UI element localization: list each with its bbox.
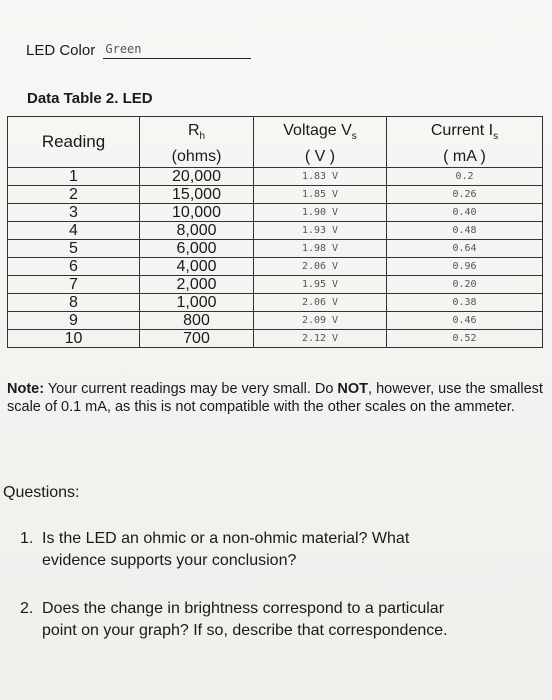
cell-current: 0.20 <box>387 276 543 294</box>
cell-reading: 8 <box>8 294 140 312</box>
note-paragraph <box>7 380 547 416</box>
cell-rh: 8,000 <box>140 222 254 240</box>
cell-rh: 1,000 <box>140 294 254 312</box>
header-voltage-main: Voltage V <box>283 122 352 139</box>
cell-rh: 700 <box>140 330 254 348</box>
led-data-table <box>7 116 543 348</box>
question-2-line-1: Does the change in brightness correspond to a particular <box>42 600 445 617</box>
cell-rh: 2,000 <box>140 276 254 294</box>
cell-voltage: 2.12 V <box>254 330 387 348</box>
cell-voltage: 1.93 V <box>254 222 387 240</box>
cell-current: 0.96 <box>387 258 543 276</box>
header-current-main: Current I <box>430 122 494 139</box>
cell-voltage: 1.98 V <box>254 240 387 258</box>
cell-voltage: 1.90 V <box>254 204 387 222</box>
header-voltage <box>254 117 387 168</box>
table-row <box>8 330 543 348</box>
led-color-label: LED Color <box>26 42 96 59</box>
cell-current: 0.48 <box>387 222 543 240</box>
cell-rh: 4,000 <box>140 258 254 276</box>
table-row <box>8 168 543 186</box>
header-voltage-sub: s <box>351 131 357 143</box>
led-color-blank <box>103 42 251 59</box>
note-text-2: , however, use the smallest scale of 0.1 mA, as this is not compatible with the other scales on the ammeter. <box>7 381 543 415</box>
cell-voltage: 1.95 V <box>254 276 387 294</box>
cell-voltage: 1.83 V <box>254 168 387 186</box>
header-current <box>387 117 543 168</box>
table-row <box>8 312 543 330</box>
question-1 <box>20 528 530 572</box>
header-voltage-unit: ( V ) <box>304 148 336 166</box>
cell-reading: 1 <box>8 168 140 186</box>
questions-heading: Questions: <box>3 484 80 501</box>
question-2 <box>20 598 540 642</box>
cell-current: 0.40 <box>387 204 543 222</box>
note-emphasis: NOT <box>337 381 369 397</box>
cell-current: 0.38 <box>387 294 543 312</box>
cell-reading: 3 <box>8 204 140 222</box>
cell-current: 0.26 <box>387 186 543 204</box>
table-row <box>8 186 543 204</box>
header-current-unit: ( mA ) <box>443 148 486 166</box>
cell-reading: 7 <box>8 276 140 294</box>
cell-current: 0.64 <box>387 240 543 258</box>
cell-reading: 2 <box>8 186 140 204</box>
cell-voltage: 2.06 V <box>254 294 387 312</box>
cell-voltage: 1.85 V <box>254 186 387 204</box>
question-2-line-2: point on your graph? If so, describe that correspondence. <box>42 622 448 639</box>
header-reading: Reading <box>8 117 140 168</box>
table-row <box>8 204 543 222</box>
cell-reading: 10 <box>8 330 140 348</box>
cell-reading: 5 <box>8 240 140 258</box>
cell-rh: 800 <box>140 312 254 330</box>
header-rh-main: R <box>187 122 200 139</box>
header-rh-unit: (ohms) <box>171 148 222 166</box>
cell-current: 0.52 <box>387 330 543 348</box>
question-1-line-2: evidence supports your conclusion? <box>42 552 297 569</box>
cell-rh: 15,000 <box>140 186 254 204</box>
cell-rh: 20,000 <box>140 168 254 186</box>
cell-reading: 6 <box>8 258 140 276</box>
cell-voltage: 2.09 V <box>254 312 387 330</box>
note-text-1: Your current readings may be very small. Do <box>44 381 338 397</box>
header-rh <box>140 117 254 168</box>
table-row <box>8 258 543 276</box>
question-1-number: 1. <box>20 530 34 547</box>
cell-current: 0.46 <box>387 312 543 330</box>
led-color-value: Green <box>105 42 142 56</box>
table-row <box>8 222 543 240</box>
cell-rh: 6,000 <box>140 240 254 258</box>
cell-reading: 9 <box>8 312 140 330</box>
header-rh-sub: h <box>199 131 206 143</box>
table-row <box>8 294 543 312</box>
table-title: Data Table 2. LED <box>27 90 153 107</box>
table-header-row <box>8 117 543 168</box>
led-color-field <box>26 42 251 59</box>
cell-voltage: 2.06 V <box>254 258 387 276</box>
table-row <box>8 276 543 294</box>
question-1-line-1: Is the LED an ohmic or a non-ohmic material? What <box>42 530 410 547</box>
cell-reading: 4 <box>8 222 140 240</box>
table-row <box>8 240 543 258</box>
cell-current: 0.2 <box>387 168 543 186</box>
question-2-number: 2. <box>20 600 34 617</box>
note-label: Note: <box>7 381 45 397</box>
header-current-sub: s <box>493 131 499 143</box>
cell-rh: 10,000 <box>140 204 254 222</box>
